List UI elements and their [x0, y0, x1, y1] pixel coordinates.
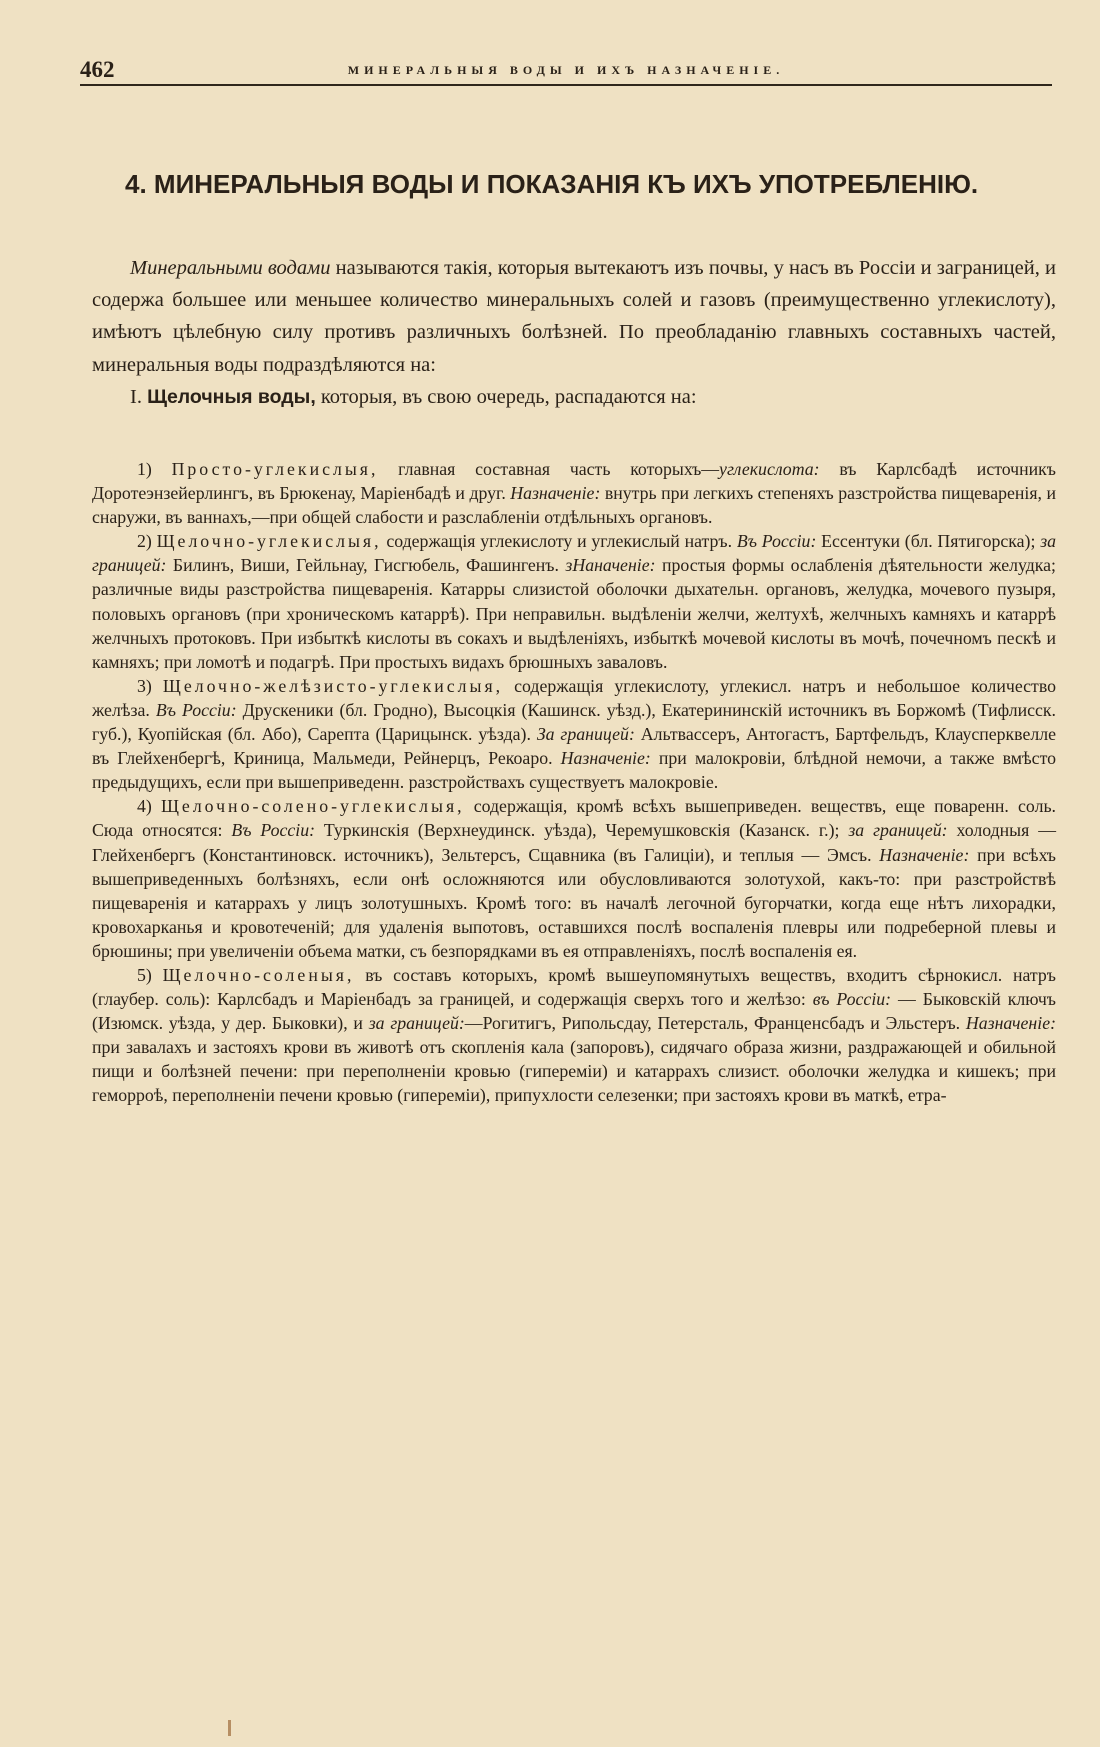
water-type-entry [92, 674, 1056, 794]
entry-text: главная составная часть которыхъ— [378, 459, 720, 479]
entry-label: углекислота: [719, 459, 820, 479]
section-title: 4. МИНЕРАЛЬНЫЯ ВОДЫ И ПОКАЗАНІЯ КЪ ИХЪ УПОТРЕБЛЕНІЮ. [125, 169, 979, 199]
entry-name: Щелочно-углекислыя, [156, 531, 382, 552]
class-name: Щелочныя воды, [147, 385, 316, 408]
entry-text: Друскеники (бл. Гродно), Высоцкія (Кашинск. уѣзд.), Екатерининскій источникъ въ Боржомѣ (Тифлисск. губ.), Куопійская (бл. Або), Сарепта (Царицынск. уѣзда). [92, 699, 1056, 745]
class-text: которыя, въ свою очередь, распадаются на: [315, 385, 697, 408]
entry-label: Назначеніе: [560, 748, 651, 769]
intro-block [92, 252, 1056, 413]
intro-text: называются такія, которыя вытекаютъ изъ почвы, у насъ въ Россіи и заграницей, и содержа большее или меньшее количество минеральныхъ солей и газовъ (преимущественно углекислоту), имѣютъ цѣлебную силу противъ различныхъ болѣзней. По преобладанію главныхъ составныхъ частей, минеральныя воды подраздѣляются на: [92, 257, 1056, 376]
running-title: МИНЕРАЛЬНЫЯ ВОДЫ И ИХЪ НАЗНАЧЕНІЕ. [347, 63, 785, 77]
intro-term: Минеральными водами [130, 257, 331, 279]
page-header [80, 55, 1052, 85]
entry-text: Ессентуки (бл. Пятигорска); [816, 531, 1041, 552]
entry-number: 3) [137, 675, 163, 696]
entry-text: Билинъ, Виши, Гейльнау, Гисгюбель, Фашингенъ. [166, 555, 566, 576]
entry-text: простыя формы ослабленія дѣятельности желудка; различные виды разстройства пищеваренія. Катарры слизистой оболочки дыхательн. органовъ, желудка, мочевого пузыря, половыхъ органовъ (при хроническомъ катаррѣ). При неправильн. выдѣленіи желчи, желтухѣ, желчныхъ камняхъ и катаррѣ желчныхъ протоковъ. При избыткѣ кислоты въ сокахъ и выдѣленіяхъ, избыткѣ мочевой кислоты въ мочѣ, почечномъ пескѣ и камняхъ; при ломотѣ и подагрѣ. При простыхъ видахъ брюшныхъ заваловъ. [92, 555, 1056, 672]
entry-label: Въ Россіи: [155, 699, 237, 720]
entry-text: при малокровіи, блѣдной немочи, а также вмѣсто предыдущихъ, если при вышеприведенн. разстройствахъ существуетъ малокровіе. [92, 748, 1056, 793]
class-heading-alkaline [92, 381, 1056, 413]
class-number: I. [130, 385, 148, 408]
entry-label: Въ Россіи: [736, 531, 817, 552]
entry-number: 1) [137, 459, 172, 479]
entry-text: въ составъ которыхъ, кромѣ вышеупомянутыхъ веществъ, входитъ сѣрнокисл. натръ (глаубер. соль): Карлсбадъ и Маріенбадъ за границей, и содержащія сверхъ того и желѣзо: [92, 964, 1056, 1010]
header-rule [80, 84, 1052, 86]
entry-label: зНаначеніе: [565, 555, 656, 576]
entry-label: Въ Россіи: [231, 820, 316, 841]
entry-label: за границей: [368, 1013, 465, 1034]
water-types-list [92, 457, 1056, 1108]
water-type-entry [92, 963, 1056, 1108]
entry-label: Назначеніе: [965, 1013, 1057, 1034]
entry-text: содержащія углекислоту и углекислый натръ. [381, 531, 737, 552]
water-type-entry [92, 794, 1056, 963]
entry-text: Альтвассеръ, Антогастъ, Бартфельдъ, Клаусперквелле въ Глейхенбергѣ, Криница, Мальмеди, Рейнерцъ, Рекоаро. [92, 724, 1056, 769]
entry-name: Щелочно-солено-углекислыя, [160, 796, 465, 817]
entry-text: внутрь при легкихъ степеняхъ разстройства пищеваренія, и снаружи, въ ваннахъ,—при общей слабости и разслабленіи отдѣльныхъ органовъ. [92, 483, 1056, 528]
entry-label: Назначеніе: [879, 844, 970, 865]
entry-label: за границей: [92, 531, 1057, 576]
entry-name: Щелочно-желѣзисто-углекислыя, [162, 675, 504, 696]
entry-text: Туркинскія (Верхнеудинск. уѣзда), Черемушковскія (Казанск. г.); [315, 820, 849, 841]
entry-text: — Быковскій ключъ (Изюмск. уѣзда, у дер. Быковки), и [92, 989, 1057, 1034]
page-number: 462 [80, 57, 115, 82]
entry-text: —Рогитигъ, Рипольсдау, Петерсталь, Франценсбадъ и Эльстеръ. [464, 1013, 966, 1034]
intro-paragraph [92, 252, 1056, 381]
entry-number: 5) [137, 964, 163, 985]
entry-text: содержащія углекислоту, углекисл. натръ и небольшое количество желѣза. [92, 675, 1056, 720]
entry-text: при завалахъ и застояхъ крови въ животѣ отъ скопленія кала (запоровъ), сидячаго образа жизни, раздражающей и обильной пищи и болѣзней печени: при переполненіи кровью (гипереміи) и катаррахъ слизист. оболочки желудка и кишекъ; при геморроѣ, переполненіи печени кровью (гипереміи), припухлости селезенки; при застояхъ крови въ маткѣ, етра- [92, 1037, 1056, 1106]
entry-name: Щелочно-соленыя, [162, 964, 355, 985]
entry-name: Просто-углекислыя, [171, 459, 379, 479]
entry-label: Назначеніе: [510, 483, 601, 504]
entry-number: 4) [137, 796, 161, 817]
entry-text: при всѣхъ вышеприведенныхъ болѣзняхъ, если онѣ осложняются или обусловливаются золотухой, какъ-то: при разстройствѣ пищеваренія и катаррахъ у лицъ золотушныхъ. Кромѣ того: въ началѣ легочной бугорчатки, когда еще нѣтъ лихорадки, кровохарканья и кровотеченій; для удаленія выпотовъ, оставшихся послѣ воспаленія плевры или подреберной плевы и брюшины; при увеличеніи объема матки, съ безпорядками въ ея отправленіяхъ, послѣ воспаленія ея. [92, 844, 1056, 961]
entry-text: холодныя — Глейхенбергъ (Константиновск. источникъ), Зельтерсъ, Сщавника (въ Галиціи), и теплыя — Эмсъ. [92, 820, 1056, 865]
entry-text: въ Карлсбадѣ источникъ Доротеэнзейерлингъ, въ Брюкенау, Маріенбадѣ и друг. [92, 459, 1056, 504]
water-type-entry [92, 457, 1056, 529]
entry-label: За границей: [536, 724, 635, 745]
stray-ink-mark [228, 1720, 231, 1736]
entry-label: въ Россіи: [812, 989, 892, 1010]
entry-text: содержащія, кромѣ всѣхъ вышеприведен. веществъ, еще поваренн. соль. Сюда относятся: [92, 796, 1056, 841]
entry-number: 2) [137, 531, 157, 552]
water-type-entry [92, 529, 1056, 674]
entry-label: за границей: [848, 820, 948, 841]
